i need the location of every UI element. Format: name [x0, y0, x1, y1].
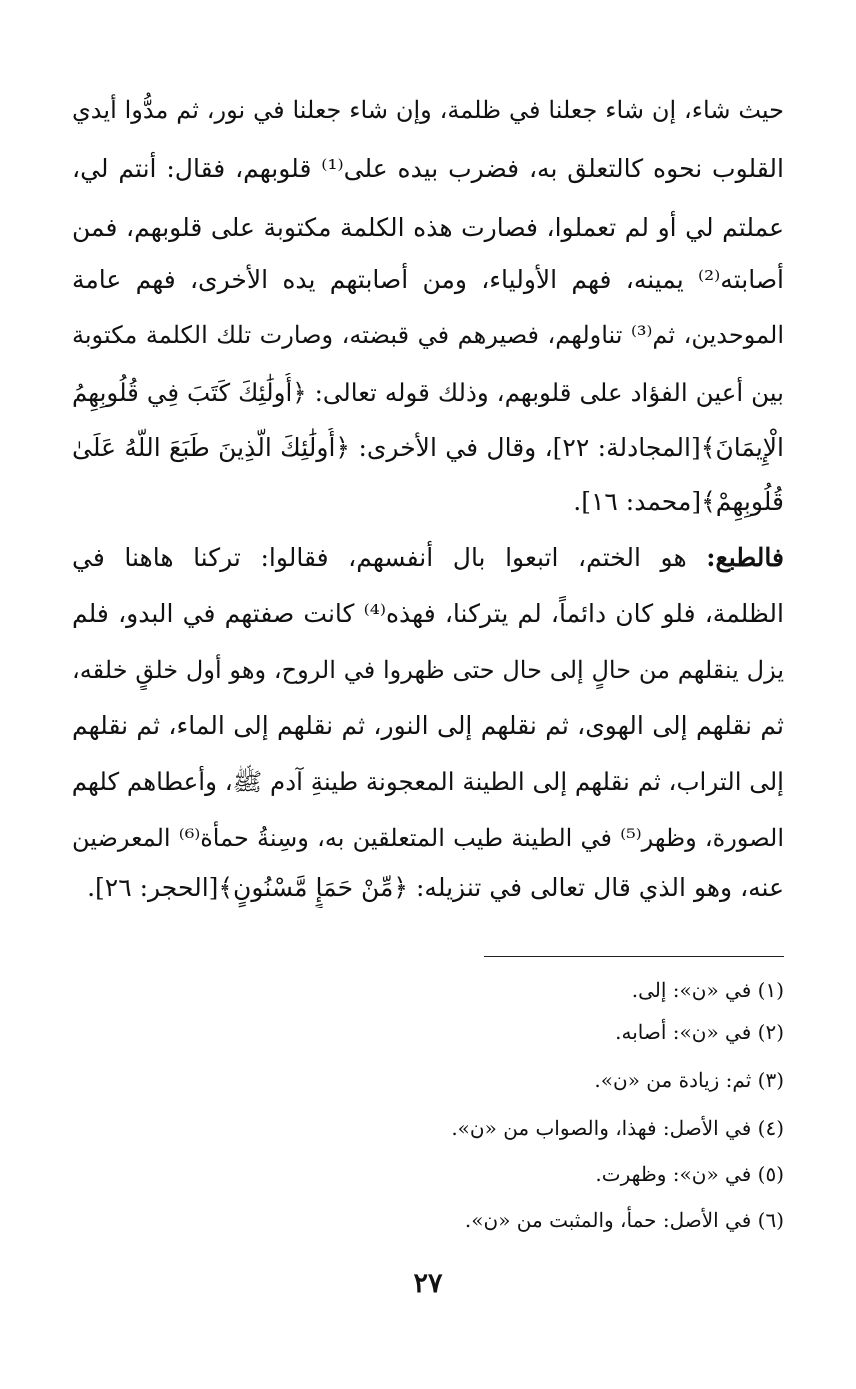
footnote: (٢) في «ن»: أصابه. [615, 1020, 784, 1044]
paragraph-lead-term: فالطبع: [706, 543, 784, 572]
body-text-line: الصورة، وظهر⁽⁵⁾ في الطينة طيب المتعلقين به، وسِنةُ حمأة⁽⁶⁾ المعرضين [72, 824, 784, 852]
body-text-line: أصابته⁽²⁾ يمينه، فهم الأولياء، ومن أصابتهم يده الأخرى، فهم عامة [72, 265, 784, 294]
body-text-line: إلى التراب، ثم نقلهم إلى الطينة المعجونة طينةِ آدم ﷺ، وأعطاهم كلهم [72, 767, 784, 796]
footnote: (٦) في الأصل: حمأ، والمثبت من «ن». [464, 1208, 784, 1232]
body-text-line: القلوب نحوه كالتعلق به، فضرب بيده على⁽¹⁾ قلوبهم، فقال: أنتم لي، [72, 154, 784, 183]
body-text-line: عنه، وهو الذي قال تعالى في تنزيله: ﴿مِّنْ حَمَإٍ مَّسْنُونٍ﴾[الحجر: ٢٦]. [87, 873, 784, 902]
body-text-line: الْإِيمَانَ﴾[المجادلة: ٢٢]، وقال في الأخرى: ﴿أُولَٰئِكَ الَّذِينَ طَبَعَ اللَّهُ عَلَىٰ [72, 433, 784, 462]
body-text-span: هو الختم، اتبعوا بال أنفسهم، فقالوا: تركنا هاهنا في [72, 543, 687, 572]
body-text-line: عملتم لي أو لم تعملوا، فصارت هذه الكلمة مكتوبة على قلوبهم، فمن [72, 213, 784, 242]
footnote-separator [484, 956, 784, 957]
body-text-line: حيث شاء، إن شاء جعلنا في ظلمة، وإن شاء جعلنا في نور، ثم مدُّوا أيدي [72, 96, 784, 124]
footnote: (٣) ثم: زيادة من «ن». [594, 1068, 784, 1092]
body-text-line: ثم نقلهم إلى الهوى، ثم نقلهم إلى النور، ثم نقلهم إلى الماء، ثم نقلهم [72, 711, 784, 740]
footnote: (٤) في الأصل: فهذا، والصواب من «ن». [451, 1116, 784, 1140]
paragraph-first-line [72, 538, 784, 578]
body-text-line: قُلُوبِهِمْ﴾[محمد: ١٦]. [573, 487, 784, 516]
footnote: (٥) في «ن»: وظهرت. [595, 1162, 784, 1186]
footnote: (١) في «ن»: إلى. [631, 978, 784, 1002]
page-number: ٢٧ [413, 1268, 443, 1299]
body-text-line: الموحدين، ثم⁽³⁾ تناولهم، فصيرهم في قبضته، وصارت تلك الكلمة مكتوبة [72, 321, 784, 349]
body-text-line: يزل ينقلهم من حالٍ إلى حال حتى ظهروا في الروح، وهو أول خلقٍ خلقه، [72, 656, 784, 684]
body-text-line: الظلمة، فلو كان دائماً، لم يتركنا، فهذه⁽⁴⁾ كانت صفتهم في البدو، فلم [72, 599, 784, 628]
body-text-line: بين أعين الفؤاد على قلوبهم، وذلك قوله تعالى: ﴿أُولَٰئِكَ كَتَبَ فِي قُلُوبِهِمُ [72, 378, 784, 407]
